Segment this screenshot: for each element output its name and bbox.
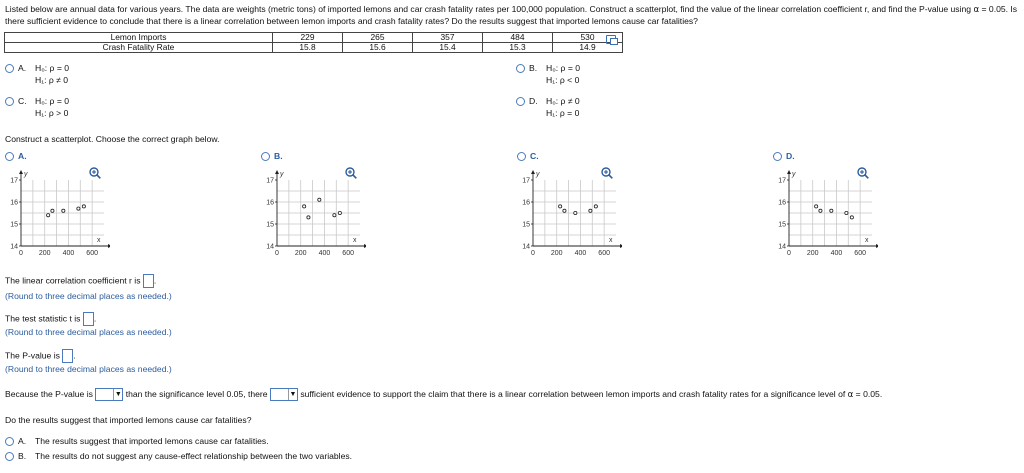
x-tick-label: 400: [574, 250, 587, 257]
x-tick-label: 400: [318, 250, 331, 257]
data-point: [819, 209, 822, 212]
x-tick-label: 200: [294, 250, 307, 257]
y-tick-label: 14: [522, 243, 530, 251]
data-point: [850, 216, 853, 219]
scatterplot-a: [2, 166, 110, 262]
pvalue-input[interactable]: [62, 349, 73, 363]
y-axis-label: y: [536, 171, 540, 178]
scatter-prompt: Construct a scatterplot. Choose the correct graph below.: [5, 134, 220, 144]
y-tick-label: 14: [778, 243, 786, 251]
correlation-line: The linear correlation coefficient r is .: [5, 274, 156, 288]
null-hypothesis: H₀: ρ = 0: [35, 63, 70, 73]
data-point: [51, 209, 54, 212]
table-row: [5, 33, 623, 43]
x-axis-label: x: [97, 237, 101, 244]
data-point: [62, 209, 65, 212]
rounding-hint: (Round to three decimal places as needed.): [5, 364, 172, 374]
y-axis-label: y: [24, 171, 28, 178]
dropdown-arrow-icon: ▼: [114, 391, 122, 398]
data-point: [815, 205, 818, 208]
y-axis-label: y: [792, 171, 796, 178]
null-hypothesis: H₀: ρ = 0: [546, 63, 581, 73]
x-tick-label: 200: [806, 250, 819, 257]
data-point: [830, 209, 833, 212]
data-point: [845, 211, 848, 214]
table-row: [5, 43, 623, 53]
correlation-input[interactable]: [143, 274, 154, 288]
y-tick-label: 15: [266, 221, 274, 229]
x-tick-label: 600: [598, 250, 610, 257]
data-point: [589, 209, 592, 212]
table-cell: 14.9: [553, 43, 623, 53]
data-point: [574, 211, 577, 214]
y-axis-arrow-icon: [275, 170, 279, 174]
cause-question: Do the results suggest that imported lemons cause car fatalities?: [5, 415, 252, 425]
table-cell: 484: [483, 33, 553, 43]
null-hypothesis: H₀: ρ ≠ 0: [546, 96, 580, 106]
radio-button[interactable]: [516, 64, 525, 73]
zoom-in-icon[interactable]: [601, 167, 613, 179]
data-point: [47, 214, 50, 217]
data-point: [594, 205, 597, 208]
zoom-in-icon[interactable]: [89, 167, 101, 179]
data-point: [82, 205, 85, 208]
rounding-hint: (Round to three decimal places as needed.): [5, 291, 172, 301]
scatterplot-c: [514, 166, 622, 262]
y-tick-label: 17: [778, 177, 786, 185]
scatterplot-b: [258, 166, 366, 262]
y-axis-arrow-icon: [787, 170, 791, 174]
x-tick-label: 400: [62, 250, 75, 257]
data-point: [303, 205, 306, 208]
y-tick-label: 16: [522, 199, 530, 207]
alt-hypothesis: H₁: ρ ≠ 0: [35, 74, 69, 85]
x-axis-arrow-icon: [108, 244, 110, 248]
pvalue-line: The P-value is .: [5, 349, 76, 363]
y-axis-arrow-icon: [19, 170, 23, 174]
x-tick-label: 200: [38, 250, 51, 257]
conclusion-line: Because the P-value is ▼ than the significance level 0.05, there ▼ sufficient evidence to support the claim that there is a linear correlation between lemon imports and crash fatality rates for a significance level of α = 0.05.: [5, 388, 883, 400]
dropdown-arrow-icon: ▼: [289, 391, 297, 398]
x-tick-label: 0: [531, 250, 535, 257]
x-axis-arrow-icon: [364, 244, 366, 248]
rounding-hint: (Round to three decimal places as needed.): [5, 327, 172, 337]
x-tick-label: 600: [854, 250, 866, 257]
data-table: [4, 32, 623, 53]
question-text: Listed below are annual data for various years. The data are weights (metric tons) of imported lemons and car crash fatality rates per 100,000 population. Construct a scatterplot, find the value of the linear correlation coefficient r, and find the P-value using α = 0.05. Is there sufficient evidence to conclude that there is a linear correlation between lemon imports and crash fatality rates? Do the results suggest that imported lemons cause car fatalities?: [5, 4, 1018, 26]
y-tick-label: 15: [522, 221, 530, 229]
y-tick-label: 14: [10, 243, 18, 251]
table-cell: 15.3: [483, 43, 553, 53]
y-tick-label: 15: [10, 221, 18, 229]
alt-hypothesis: H₁: ρ = 0: [546, 107, 580, 118]
null-hypothesis: H₀: ρ = 0: [35, 96, 70, 106]
x-tick-label: 0: [19, 250, 23, 257]
test-stat-input[interactable]: [83, 312, 94, 326]
table-cell: 530: [553, 33, 623, 43]
table-cell: 357: [413, 33, 483, 43]
table-cell: 15.4: [413, 43, 483, 53]
y-tick-label: 16: [266, 199, 274, 207]
row-label-crash: Crash Fatality Rate: [5, 43, 273, 53]
x-tick-label: 600: [86, 250, 98, 257]
data-point: [338, 211, 341, 214]
radio-button[interactable]: [5, 64, 14, 73]
x-tick-label: 0: [275, 250, 279, 257]
radio-button[interactable]: [5, 152, 14, 161]
table-cell: 265: [343, 33, 413, 43]
scatterplot-d: [770, 166, 878, 262]
y-tick-label: 16: [778, 199, 786, 207]
alt-hypothesis: H₁: ρ < 0: [546, 74, 580, 85]
table-cell: 15.6: [343, 43, 413, 53]
row-label-lemon: Lemon Imports: [5, 33, 273, 43]
y-tick-label: 17: [266, 177, 274, 185]
x-tick-label: 400: [830, 250, 843, 257]
y-tick-label: 17: [522, 177, 530, 185]
x-tick-label: 0: [787, 250, 791, 257]
data-point: [559, 205, 562, 208]
data-point: [307, 216, 310, 219]
data-point: [318, 198, 321, 201]
data-point: [77, 207, 80, 210]
y-axis-arrow-icon: [531, 170, 535, 174]
zoom-in-icon[interactable]: [857, 167, 869, 179]
radio-button[interactable]: [5, 452, 14, 461]
radio-button[interactable]: [5, 97, 14, 106]
copy-table-icon[interactable]: [606, 35, 616, 44]
data-point: [563, 209, 566, 212]
x-tick-label: 600: [342, 250, 354, 257]
x-tick-label: 200: [550, 250, 563, 257]
x-axis-label: x: [609, 237, 613, 244]
radio-button[interactable]: [517, 152, 526, 161]
x-axis-arrow-icon: [620, 244, 622, 248]
zoom-in-icon[interactable]: [345, 167, 357, 179]
y-axis-label: y: [280, 171, 284, 178]
y-tick-label: 17: [10, 177, 18, 185]
radio-button[interactable]: [516, 97, 525, 106]
evidence-dropdown[interactable]: [270, 388, 298, 401]
table-cell: 229: [273, 33, 343, 43]
y-tick-label: 16: [10, 199, 18, 207]
radio-button[interactable]: [5, 437, 14, 446]
y-tick-label: 14: [266, 243, 274, 251]
comparison-dropdown[interactable]: [95, 388, 123, 401]
x-axis-label: x: [865, 237, 869, 244]
radio-button[interactable]: [261, 152, 270, 161]
alt-hypothesis: H₁: ρ > 0: [35, 107, 69, 118]
table-cell: 15.8: [273, 43, 343, 53]
x-axis-label: x: [353, 237, 357, 244]
x-axis-arrow-icon: [876, 244, 878, 248]
y-tick-label: 15: [778, 221, 786, 229]
data-point: [333, 214, 336, 217]
test-stat-line: The test statistic t is .: [5, 312, 96, 326]
radio-button[interactable]: [773, 152, 782, 161]
